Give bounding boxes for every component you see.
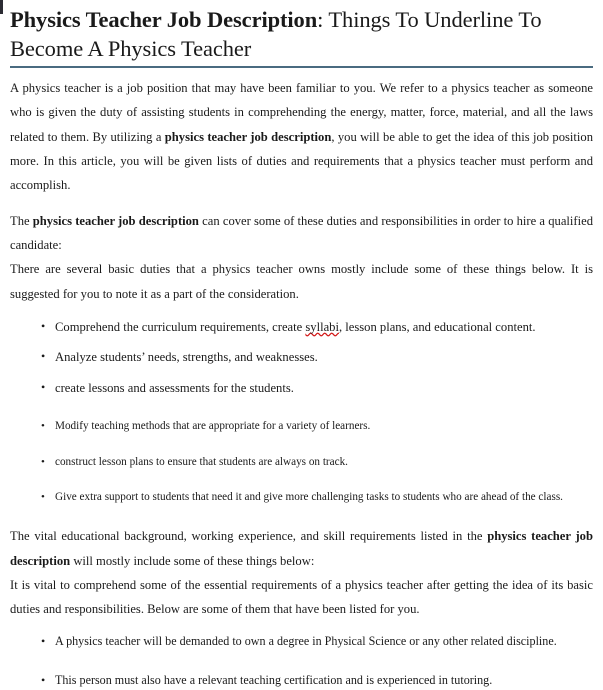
intro-bold-phrase: physics teacher job description bbox=[164, 129, 332, 144]
list-item bbox=[10, 378, 593, 398]
list-item-text: Analyze students’ needs, strengths, and weaknesses. bbox=[55, 349, 318, 364]
list-item: • A physics teacher will be demanded to own a degree in Physical Science or any other related discipline. bbox=[10, 632, 593, 651]
duties-list-secondary bbox=[10, 418, 593, 506]
spacer bbox=[10, 621, 593, 632]
list-item bbox=[10, 347, 593, 367]
page-title-bold-segment: Physics Teacher Job Description bbox=[10, 7, 318, 32]
spacer bbox=[10, 409, 593, 418]
intro-text-start: A physics teacher is a job position that may have been familiar to you. We refer to a physics teacher as someone who is given the duty of assisting students in comprehending the energy, matter, force, material, and all the laws related to them. By utilizing a bbox=[10, 81, 593, 144]
duties-lead-end: can cover some of these duties and responsibilities in order to hire a qualified candidate: bbox=[10, 213, 593, 252]
paragraph-duties-lead bbox=[10, 209, 593, 258]
intro-text-end: , you will be able to get the idea of this job position more. In this article, you will be given lists of duties and requirements that a physics teacher must perform and accomplish. bbox=[10, 129, 593, 193]
list-item: • This person must also have a relevant teaching certification and is experienced in tutoring. bbox=[10, 671, 593, 690]
list-item: • Give extra support to students that need it and give more challenging tasks to students who are ahead of the class. bbox=[10, 489, 593, 506]
spacer bbox=[10, 306, 593, 317]
paragraph-intro bbox=[10, 68, 593, 197]
paragraph-duties-note: There are several basic duties that a physics teacher owns mostly include some of these things below. It is suggested for you to note it as a part of the consideration. bbox=[10, 262, 593, 301]
duties-lead-start: The bbox=[10, 213, 33, 228]
list-item-text-before: Comprehend the curriculum requirements, create bbox=[55, 319, 306, 334]
requirements-lead-end: will mostly include some of these things below: bbox=[70, 553, 315, 568]
page-title bbox=[10, 0, 593, 63]
paragraph-requirements-note: It is vital to comprehend some of the essential requirements of a physics teacher after getting the idea of its basic duties and responsibilities. Below are some of them that have been listed for you. bbox=[10, 577, 593, 617]
list-item-text: create lessons and assessments for the students. bbox=[55, 381, 294, 396]
page-edge-mark bbox=[0, 0, 3, 14]
requirements-list bbox=[10, 632, 593, 690]
list-item-text-after: , lesson plans, and educational content. bbox=[338, 319, 536, 334]
duties-list-primary bbox=[10, 317, 593, 398]
list-item: • Modify teaching methods that are appropriate for a variety of learners. bbox=[10, 418, 593, 435]
spacer bbox=[10, 198, 593, 209]
list-item bbox=[10, 317, 593, 337]
paragraph-requirements-lead bbox=[10, 524, 593, 573]
requirements-lead-bold-phrase: physics teacher job description bbox=[10, 529, 593, 568]
list-item: • construct lesson plans to ensure that students are always on track. bbox=[10, 454, 593, 471]
page-title-regular-segment: : Things To Underline To Become A Physics Teacher bbox=[10, 7, 542, 61]
duties-lead-bold-phrase: physics teacher job description bbox=[32, 213, 199, 228]
requirements-lead-start: The vital educational background, working experience, and skill requirements listed in the bbox=[10, 529, 488, 544]
spellcheck-flagged-word: syllabi bbox=[305, 319, 339, 334]
